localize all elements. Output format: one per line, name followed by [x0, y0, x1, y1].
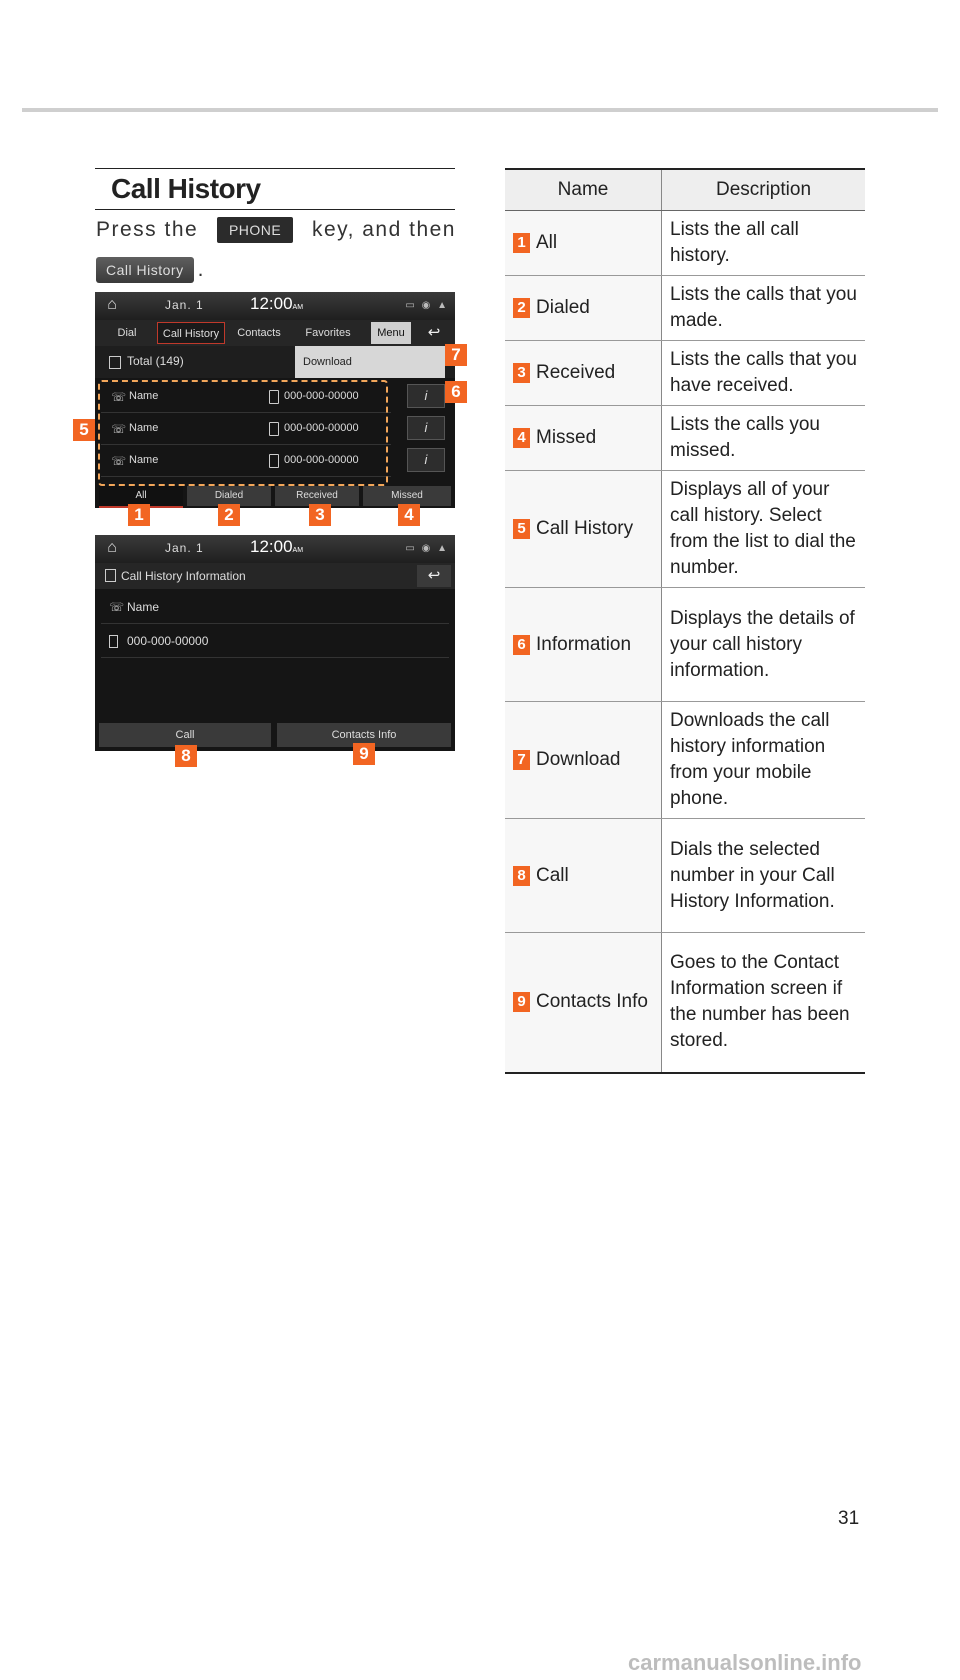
call-type-icon: ☏	[111, 422, 127, 436]
header-name: Name	[505, 169, 662, 211]
status-icons: ▭ ◉ ▲	[405, 300, 449, 311]
call-button[interactable]: Call	[99, 723, 271, 747]
row-name: Download	[536, 749, 621, 770]
intro-period: .	[197, 258, 204, 281]
phone-icon	[109, 635, 118, 648]
tab-favorites[interactable]: Favorites	[305, 327, 351, 339]
row-name: All	[536, 232, 558, 253]
table-row	[505, 933, 865, 1073]
info-icon[interactable]: i	[407, 448, 445, 472]
tab-dialed[interactable]: Dialed	[187, 486, 271, 506]
row-description: Downloads the call history information from your mobile phone.	[662, 702, 866, 819]
home-icon[interactable]: ⌂	[107, 539, 117, 556]
info-number-row	[101, 625, 449, 658]
table-row	[505, 341, 865, 406]
info-icon[interactable]: i	[407, 416, 445, 440]
row-number-badge: 1	[513, 233, 530, 253]
row-name: Missed	[536, 427, 597, 448]
tab-dial[interactable]: Dial	[117, 327, 137, 339]
row-description: Lists the calls that you made.	[662, 276, 866, 341]
call-type-icon: ☏	[111, 454, 127, 468]
total-count: Total (149)	[127, 354, 184, 368]
call-type-icon: ☏	[111, 390, 127, 404]
table-row	[505, 406, 865, 471]
call-history-button-graphic: Call History	[96, 257, 194, 283]
date-display: Jan. 1	[165, 298, 204, 312]
status-icons: ▭ ◉ ▲	[405, 543, 449, 554]
row-number-badge: 2	[513, 298, 530, 318]
callout-badge-6: 6	[445, 381, 467, 403]
tab-call-history[interactable]: Call History	[157, 322, 225, 344]
tab-missed[interactable]: Missed	[363, 486, 451, 506]
row-description: Dials the selected number in your Call History Information.	[662, 819, 866, 933]
row-name: Call History	[536, 518, 634, 539]
row-description: Lists the all call history.	[662, 211, 866, 276]
row-description: Lists the calls you missed.	[662, 406, 866, 471]
back-icon[interactable]: ↩	[417, 565, 451, 587]
contact-name: Name	[129, 390, 159, 402]
table-row	[505, 211, 865, 276]
header-description: Description	[662, 169, 866, 211]
phone-number: 000-000-00000	[284, 454, 359, 466]
tab-all[interactable]: All	[99, 486, 183, 508]
row-description: Lists the calls that you have received.	[662, 341, 866, 406]
download-menu-item[interactable]: Download	[295, 346, 445, 378]
table-row	[505, 702, 865, 819]
call-type-icon: ☏	[109, 600, 125, 614]
callout-badge-1: 1	[128, 504, 150, 526]
intro-key-and-then: key, and then	[311, 218, 456, 241]
callout-badge-8: 8	[175, 745, 197, 767]
intro-text	[96, 214, 456, 286]
row-number-badge: 4	[513, 428, 530, 448]
watermark: carmanualsonline.info	[628, 1650, 862, 1675]
contact-name: Name	[127, 600, 160, 614]
tab-contacts[interactable]: Contacts	[237, 327, 281, 339]
row-name: Dialed	[536, 297, 590, 318]
title-bar	[95, 563, 455, 589]
page-number: 31	[838, 1508, 860, 1529]
section-title: Call History	[111, 173, 261, 204]
home-icon[interactable]: ⌂	[107, 296, 117, 313]
table-row	[505, 276, 865, 341]
callout-badge-5: 5	[73, 419, 95, 441]
list-icon	[109, 356, 121, 369]
callout-badge-3: 3	[309, 504, 331, 526]
phone-number: 000-000-00000	[284, 390, 359, 402]
description-table	[505, 168, 865, 1074]
row-description: Goes to the Contact Information screen if the number has been stored.	[662, 933, 866, 1073]
status-bar	[95, 292, 455, 320]
contact-name: Name	[129, 422, 159, 434]
table-row	[505, 819, 865, 933]
callout-badge-7: 7	[445, 344, 467, 366]
info-name-row	[101, 591, 449, 624]
row-number-badge: 6	[513, 635, 530, 655]
intro-press: Press the	[96, 218, 199, 241]
table-row	[505, 588, 865, 702]
callout-badge-4: 4	[398, 504, 420, 526]
row-name: Contacts Info	[536, 991, 648, 1013]
list-icon	[105, 569, 116, 582]
call-history-screen	[95, 292, 455, 508]
time-display: 12:00AM	[250, 537, 304, 556]
callout-badge-9: 9	[353, 743, 375, 765]
row-description: Displays all of your call history. Select from the list to dial the number.	[662, 471, 866, 588]
row-name: Information	[536, 633, 632, 655]
call-history-information-screen	[95, 535, 455, 751]
contacts-info-button[interactable]: Contacts Info	[277, 723, 451, 747]
section-title-bar	[95, 168, 455, 210]
row-number-badge: 3	[513, 363, 530, 383]
menu-button[interactable]: Menu	[371, 322, 411, 344]
row-name: Call	[536, 864, 569, 886]
top-rule	[22, 108, 938, 112]
back-icon[interactable]: ↩	[427, 324, 441, 341]
contact-name: Name	[129, 454, 159, 466]
screen-title: Call History Information	[121, 569, 246, 583]
info-icon[interactable]: i	[407, 384, 445, 408]
phone-key: PHONE	[217, 217, 293, 243]
row-description: Displays the details of your call history information.	[662, 588, 866, 702]
row-name: Received	[536, 362, 616, 383]
phone-number: 000-000-00000	[127, 634, 209, 648]
date-display: Jan. 1	[165, 541, 204, 555]
tab-received[interactable]: Received	[275, 486, 359, 506]
time-display: 12:00AM	[250, 294, 304, 313]
row-number-badge: 8	[513, 866, 530, 886]
callout-badge-2: 2	[218, 504, 240, 526]
action-bar	[95, 721, 455, 749]
table-row	[505, 471, 865, 588]
phone-number: 000-000-00000	[284, 422, 359, 434]
row-number-badge: 5	[513, 519, 530, 539]
call-history-highlight	[98, 380, 388, 486]
row-number-badge: 7	[513, 750, 530, 770]
status-bar	[95, 535, 455, 563]
row-number-badge: 9	[513, 992, 530, 1012]
